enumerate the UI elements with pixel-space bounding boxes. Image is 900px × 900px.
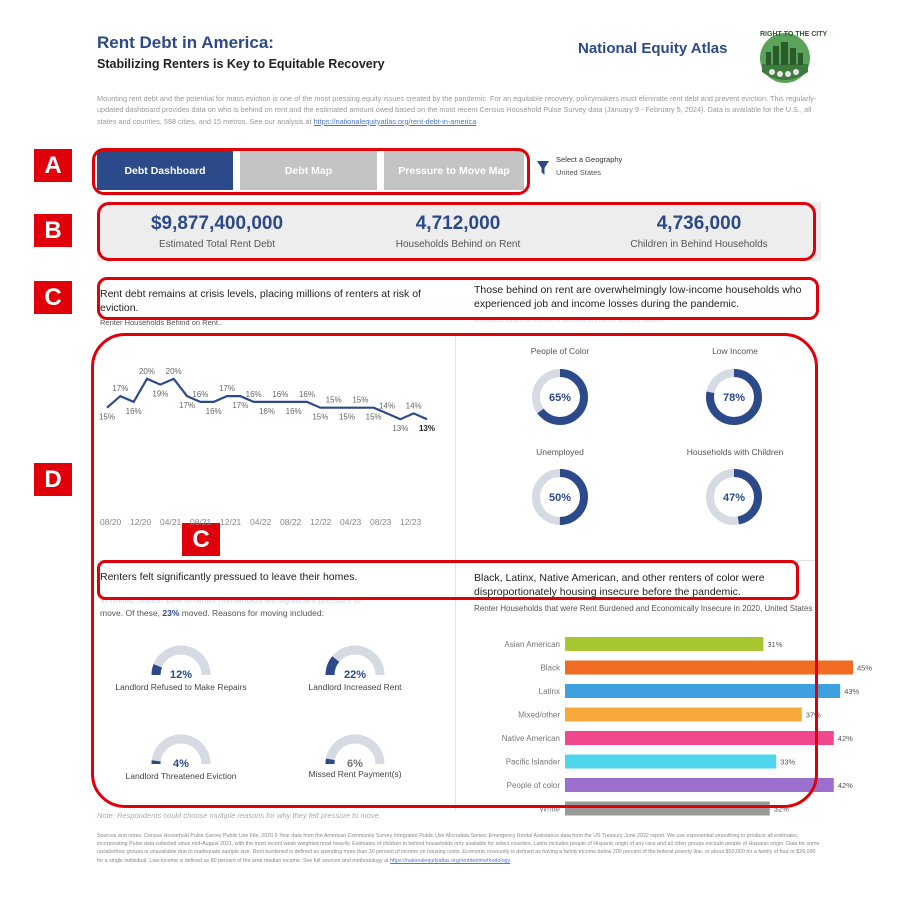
annotation-d: D <box>34 463 72 496</box>
line-point-label: 15% <box>312 412 329 422</box>
line-point-label: 14% <box>405 401 422 411</box>
x-tick-label: 12/20 <box>130 517 152 527</box>
tab-pressure-to-move-map[interactable]: Pressure to Move Map <box>384 151 524 190</box>
donut-value: 47% <box>722 492 746 504</box>
bar-category-label: White <box>539 804 560 814</box>
donut-value: 78% <box>722 392 746 404</box>
annotation-box-a <box>92 148 530 195</box>
donut-label-people-of-color: People of Color <box>530 346 590 356</box>
gauge-value: 6% <box>347 758 363 770</box>
gauge-label-rent-increase: Landlord Increased Rent <box>308 682 402 692</box>
bar-value-label: 45% <box>857 663 873 673</box>
respondents-note: Note: Respondents could choose multiple reasons for why they felt pressure to move. <box>97 811 381 820</box>
intro-text: Mounting rent debt and the potential for mass eviction is one of the most pressing equity issues created by the pandemic. For an equitable recovery, policymakers must eliminate rent debt and prevent eviction. This regularly-updated dashboard provides data on who is behind on rent and the estimated amount owed based on the most recent Census Household Pulse Survey data (January 9 - February 5, 2024). Data is available for the U.S., all states and counties, 558 cities, and 15 metros. See our analysis at <box>97 94 817 126</box>
gauge-label-missed-payments: Missed Rent Payment(s) <box>308 769 402 779</box>
filter-icon[interactable] <box>537 160 549 176</box>
line-point-label: 15% <box>338 412 356 422</box>
x-tick-label: 04/23 <box>340 517 362 527</box>
line-point-label: 15% <box>325 395 342 405</box>
line-point-label: 15% <box>98 412 116 422</box>
line-point-label: 16% <box>258 406 276 416</box>
tab-debt-dashboard[interactable]: Debt Dashboard <box>97 151 233 190</box>
line-point-label: 16% <box>272 389 289 399</box>
donut-value: 50% <box>548 492 572 504</box>
line-point-label: 20% <box>138 366 156 376</box>
intro-paragraph <box>97 93 817 127</box>
gauge-label-eviction-threat: Landlord Threatened Eviction <box>125 771 237 781</box>
line-point-label: 16% <box>245 389 262 399</box>
gauge-value: 12% <box>169 669 193 681</box>
annotation-a: A <box>34 149 72 182</box>
bar-category-label: Latinx <box>538 687 560 696</box>
x-tick-label: 08/20 <box>100 517 122 527</box>
bar-category-label: People of color <box>506 781 560 790</box>
sources-text: Sources and notes: Census Household Pulse Survey Public Use File; 2020 5-Year data from the American Community Survey Integrated Public Use Microdata Series; Emergency Rental Assistance data from the US Treasury June 2022 report. We use exponential smoothing to produce all estimates, incorporating Pulse data collected since mid-August 2021, with the most recent week weighted most heavily. Estimates of children in behind households only available for select counties. Latinx includes people of Hispanic origin of any race and all other groups exclude people of Hispanic origin. Data for some racial/ethnic groups is unavailable due to inadequate sample size. Rent burdened is defined as spending more than 30 percent of income on housing costs. Economic insecurity is defined as having a family income below 200 percent of the federal poverty line, or about $53,000 for a family of four or $26,000 for a single individual. Low-income is defined as 80 percent of the area median income. See full sources and methodology at <box>97 833 820 864</box>
x-tick-label: 08/22 <box>280 517 302 527</box>
bar-category-label: Mixed/other <box>518 710 560 720</box>
moved-percent: 23% <box>162 608 180 618</box>
donut-label-households-with-children: Households with Children <box>686 447 784 457</box>
kpi-households-behind-value: 4,712,000 <box>415 213 501 234</box>
line-point-label: 16% <box>192 389 209 399</box>
annotation-box-b <box>97 202 816 261</box>
pressure-heading: Renters felt significantly pressued to leave their homes. <box>100 571 358 583</box>
pressure-prefix: move. Of these, <box>100 608 160 618</box>
annotation-c-bottom: C <box>182 523 220 556</box>
line-point-label: 13% <box>418 424 436 434</box>
housing-insecurity-heading: Black, Latinx, Native American, and other renters of color were disproportionately housing insecure before the pandemic. <box>474 572 765 598</box>
bar-value-label: 37% <box>805 710 821 720</box>
bar-category-label: Pacific Islander <box>505 757 560 767</box>
bar-value-label: 31% <box>767 640 783 649</box>
kpi-children-label: Children in Behind Households <box>630 239 768 250</box>
bar-value-label: 42% <box>837 781 853 790</box>
donut-value: 65% <box>548 392 572 404</box>
line-point-label: 13% <box>392 424 409 434</box>
geography-label: Select a Geography <box>556 155 623 164</box>
line-point-label: 16% <box>298 389 316 399</box>
x-tick-label: 12/21 <box>220 517 242 527</box>
kpi-children-value: 4,736,000 <box>656 213 742 234</box>
annotation-b: B <box>34 214 72 247</box>
bar-value-label: 43% <box>844 687 860 696</box>
characteristics-subheading: Characteristics of Renters Behind on Rent, United States <box>474 315 664 324</box>
x-tick-label: 12/22 <box>310 517 332 527</box>
sources-notes <box>97 832 821 865</box>
analysis-link[interactable]: https://nationalequityatlas.org/rent-debt-in-america <box>313 116 477 126</box>
line-point-label: 20% <box>165 366 182 376</box>
line-point-label: 16% <box>285 406 302 416</box>
rent-debt-heading: Rent debt remains at crisis levels, placing millions of renters at risk of eviction. <box>100 288 421 314</box>
bar-value-label: 33% <box>780 757 796 767</box>
page-title: Rent Debt in America: <box>97 33 274 52</box>
x-tick-label: 08/21 <box>190 517 212 527</box>
logo-text: RIGHT TO THE CITY <box>760 31 828 38</box>
line-point-label: 15% <box>365 412 382 422</box>
x-tick-label: 08/23 <box>370 517 392 527</box>
gauge-value: 22% <box>343 669 367 681</box>
kpi-households-behind-label: Households Behind on Rent <box>395 239 521 250</box>
kpi-total-rent-debt-label: Estimated Total Rent Debt <box>159 239 275 250</box>
rent-debt-subheading: Renter Households Behind on Rent.. <box>100 318 223 327</box>
bar-value-label: 42% <box>837 734 853 743</box>
line-point-label: 17% <box>218 384 236 394</box>
line-point-label: 14% <box>378 401 396 411</box>
x-tick-label: 04/22 <box>250 517 272 527</box>
kpi-total-rent-debt-value: $9,877,400,000 <box>150 213 284 234</box>
donut-label-unemployed: Unemployed <box>536 447 584 457</box>
bar-value-label: 32% <box>773 804 789 814</box>
line-point-label: 17% <box>112 384 129 394</box>
methodology-link[interactable]: https://nationalequityatlas.org/rentdebtmethodology <box>389 857 511 864</box>
annotation-c-top: C <box>34 281 72 314</box>
line-point-label: 15% <box>352 395 369 405</box>
line-point-label: 19% <box>152 389 169 399</box>
bar-category-label: Asian American <box>504 640 560 649</box>
geography-select[interactable]: United States <box>556 168 602 177</box>
housing-insecurity-subheading: Renter Households that were Rent Burdened and Economically Insecure in 2020, United States <box>474 604 813 613</box>
line-point-label: 16% <box>205 406 222 416</box>
gauge-label-repairs: Landlord Refused to Make Repairs <box>115 682 247 692</box>
pressure-summary-line1: In United States, 15% of renter households felt significant pressure to <box>100 595 361 605</box>
tab-debt-map[interactable]: Debt Map <box>240 151 377 190</box>
annotation-box-c-top <box>97 277 819 320</box>
brand-name[interactable]: National Equity Atlas <box>578 40 728 57</box>
line-point-label: 17% <box>178 401 196 411</box>
donut-label-low-income: Low Income <box>712 346 758 356</box>
gauge-value: 4% <box>173 758 189 770</box>
line-point-label: 16% <box>125 406 142 416</box>
pressure-suffix: moved. Reasons for moving included: <box>181 608 324 618</box>
characteristics-heading: Those behind on rent are overwhelmingly low-income households who experienced job and income losses during the pandemic. <box>474 284 802 310</box>
right-to-the-city-logo <box>752 22 828 88</box>
bar-category-label: Native American <box>501 734 560 743</box>
bar-category-label: Black <box>540 663 560 673</box>
annotation-box-d <box>91 333 818 808</box>
page-subtitle: Stabilizing Renters is Key to Equitable Recovery <box>97 57 385 71</box>
line-point-label: 17% <box>232 401 249 411</box>
x-tick-label: 12/23 <box>400 517 422 527</box>
x-tick-label: 04/21 <box>160 517 182 527</box>
